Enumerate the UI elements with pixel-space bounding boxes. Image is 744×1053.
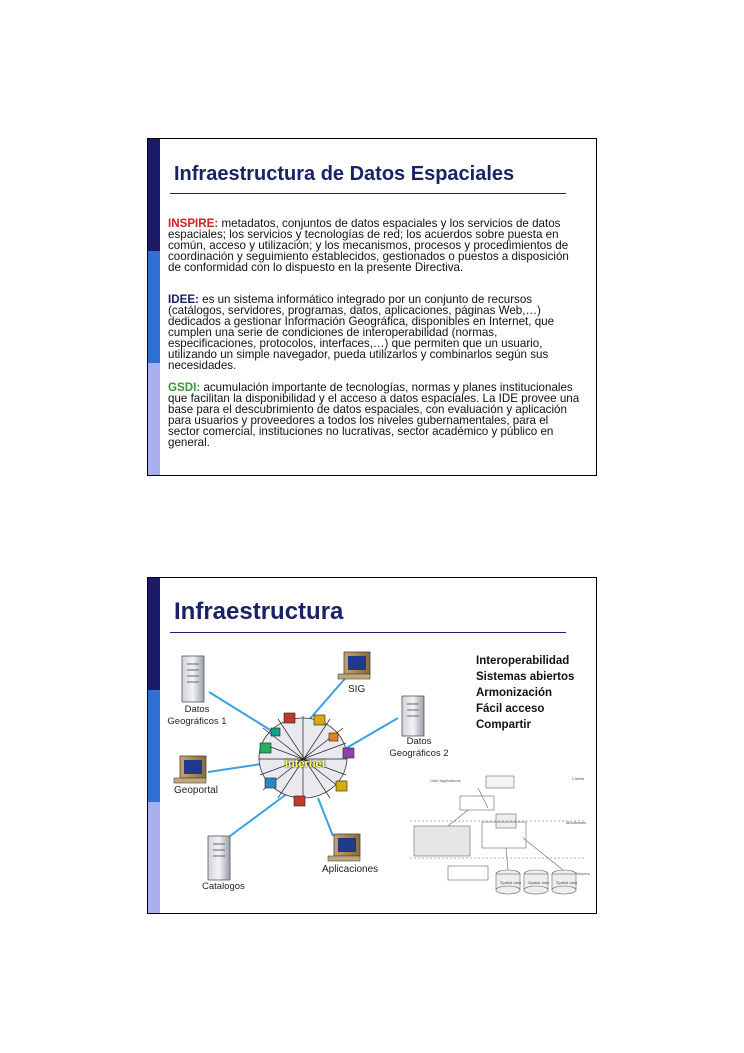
keyword-compartir: Compartir [476,719,531,731]
keyword-armonizacion: Armonización [476,687,553,699]
arch-label-clients: Clients [572,776,585,781]
arch-label-spatial-data-3: Spatial data [556,880,578,885]
idee-term: IDEE: [168,293,199,306]
inspire-term: INSPIRE: [168,217,219,230]
keyword-facil-acceso: Fácil acceso [476,703,545,715]
slide-1 [147,138,597,476]
node-label-sig: SIG [348,684,366,695]
computer-icon [338,652,370,679]
keyword-interoperabilidad: Interoperabilidad [476,655,570,667]
inspire-text: metadatos, conjuntos de datos espaciales y los servicios de datos espaciales; los servicios y tecnologías de red; los acuerdos sobre puesta en común, acceso y utilización; y los mecanismos, procesos y procedimientos de coordinación y seguimiento establecidos, gestionados o puestos a disposición de conformidad con lo dispuesto en la presente Directiva. [168,217,569,274]
computer-icon [328,834,360,861]
inspire-paragraph [168,218,583,273]
server-icon [402,696,424,736]
arch-label-spatial-data-1: Spatial data [500,880,522,885]
gsdi-term: GSDI: [168,381,201,394]
slide-2 [147,577,597,914]
computer-icon [174,756,206,783]
idee-paragraph [168,294,583,371]
node-label-aplicaciones: Aplicaciones [322,864,379,875]
arch-label-spatial-data-2: Spatial data [528,880,550,885]
node-label-catalogos: Catalogos [202,881,245,892]
node-label-geoportal: Geoportal [174,785,218,796]
slide-title: Infraestructura [174,598,344,625]
arch-label-middleware: Middleware [566,820,587,825]
internet-label: Internet [285,758,326,770]
keyword-sistemas-abiertos: Sistemas abiertos [476,671,575,683]
node-label-datos2: Datos Geográficos 2 [389,736,449,759]
idee-text: es un sistema informático integrado por un conjunto de recursos (catálogos, servidores, programas, datos, aplicaciones, páginas Web,…) dedicados a gestionar Información Geográfica, disponibles en Internet, que cumplen una serie de condiciones de interoperabilidad (normas, especificaciones, protocolos, interfaces,…) que permiten que un usuario, utilizando un simple navegador, pueda utilizarlos y combinarlos según sus necesidades. [168,293,555,372]
accent-bar [148,139,160,475]
architecture-diagram [410,776,586,894]
server-icon [208,836,230,880]
arch-label-servers: Servers [576,871,590,876]
title-rule [170,193,566,194]
gsdi-paragraph [168,382,583,448]
gsdi-text: acumulación importante de tecnologías, normas y planes institucionales que facilitan la disponibilidad y el acceso a datos espaciales. La IDE provee una base para el descubrimiento de datos espaciales, con evaluación y aplicación para usuarios y proveedores a todos los niveles gubernamentales, para el sector comercial, instituciones no lucrativas, sector académico y público en general. [168,381,580,449]
arch-label-user-applications: User applications [430,778,461,783]
node-label-datos1: Datos Geográficos 1 [167,704,227,727]
server-icon [182,656,204,702]
slide-title: Infraestructura de Datos Espaciales [174,163,515,185]
